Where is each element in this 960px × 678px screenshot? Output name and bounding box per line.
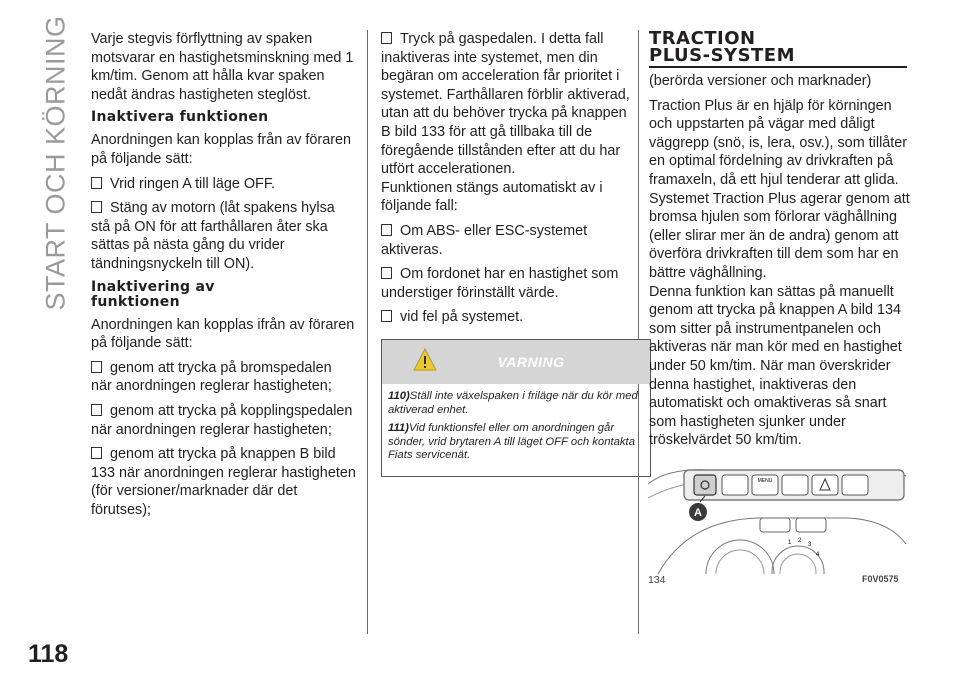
figure-code: F0V0575 [862,574,899,584]
paragraph: Anordningen kan kopplas från av föraren på följande sätt: [91,132,352,167]
list-item: vid fel på systemet. [381,308,631,327]
svg-text:2: 2 [798,538,802,544]
paragraph: Anordningen kan kopplas ifrån av föraren på följande sätt: [91,316,355,352]
paragraph: Denna funktion kan sättas på manuellt genom att trycka på knappen A bild 134 som sitter på instrumentpanelen och aktiveras när man kör med en hastighet under 50 km/tim. När man överskrider denna hastighet, inaktiveras den automatiskt och omaktiveras så snart som hastigheten sjunker under tröskelvärdet 50 km/tim. [649,283,902,449]
title-underline [649,66,907,68]
checkbox-bullet-icon [381,32,392,44]
column-divider [367,30,368,634]
intro-paragraph: Varje stegvis förflyttning av spaken motsvarar en hastighetsminskning med 1 km/tim. Genom att hålla kvar spaken nedåt ändras hastigheten steglöst. [91,31,354,103]
warning-title: VARNING [497,353,565,370]
page-number: 118 [28,640,69,668]
checkbox-bullet-icon [91,201,102,213]
heading-inaktivering: Inaktivering av funktionen [91,278,215,310]
checkbox-bullet-icon [381,310,392,322]
section-title-traction: TRACTION PLUS-SYSTEM [649,28,796,66]
column-3 [649,30,911,456]
checkbox-bullet-icon [91,447,102,459]
checkbox-bullet-icon [381,267,392,279]
list-item: Vrid ringen A till läge OFF. [91,175,356,194]
warning-note: 110)Ställ inte växelspaken i friläge när du kör med aktiverad enhet. [388,389,638,416]
dashboard-illustration [648,464,908,574]
list-item: genom att trycka på bromspedalen när anordningen reglerar hastigheten; [91,359,332,395]
figure-number: 134 [648,574,666,586]
checkbox-bullet-icon [381,224,392,236]
list-item: Om fordonet har en hastighet som understiger förinställt värde. [381,266,619,301]
svg-text:3: 3 [808,542,812,548]
list-item: genom att trycka på knappen B bild 133 när anordningen reglerar hastigheten (för versioner/marknader där det förutses); [91,446,356,518]
warning-body [382,384,650,476]
heading-inaktivera: Inaktivera funktionen [91,109,269,126]
column-divider [638,30,639,634]
checkbox-bullet-icon [91,361,102,373]
list-item: Stäng av motorn (låt spakens hylsa stå på ON för att farthållaren åter ska sättas på nästa gång du vrider tändningsnyckeln till ON). [91,200,335,272]
svg-text:A: A [694,507,702,519]
list-item: Om ABS- eller ESC-systemet aktiveras. [381,222,588,258]
figure-dashboard-buttons [648,464,908,584]
subtitle: (berörda versioner och marknader) [649,73,872,89]
section-title-vertical: START OCH KÖRNING [40,15,71,311]
warning-note: 111)Vid funktionsfel eller om anordningen går sönder, vrid brytaren A till läget OFF och kontakta Fiats servicenät. [388,422,635,462]
checkbox-bullet-icon [91,404,102,416]
column-1 [91,30,356,525]
paragraph: Funktionen stängs automatiskt av i följande fall: [381,179,603,215]
traction-plus-button [694,475,716,495]
column-2 [381,30,638,477]
warning-box [381,339,651,477]
list-item: Tryck på gaspedalen. I detta fall inaktiveras inte systemet, men din begäran om acceleration får prioritet i systemet. Farthållaren förblir aktiverad, utan att du behöver trycka på knappen B bild 133 för att gå tillbaka till de föregående tillstånden efter att du har utfört accelerationen. [381,31,630,178]
list-item: genom att trycka på kopplingspedalen när anordningen reglerar hastigheten; [91,402,353,438]
svg-text:4: 4 [816,552,820,558]
warning-header [382,340,650,384]
paragraph: Traction Plus är en hjälp för körningen och uppstarten på vägar med dåligt väggrepp (snö, is, lera, osv.), som tillåter en optimal fördelning av drivkraften på framaxeln, då ett hjul tenderar att glida. [649,97,908,188]
svg-text:1: 1 [788,540,792,546]
checkbox-bullet-icon [91,177,102,189]
paragraph: Systemet Traction Plus agerar genom att bromsa hjulen som förlorar väghållning (eller slirar mer än de andra) genom att överföra drivkraften till dem som har en bättre väghållning. [649,190,910,281]
svg-text:MENU: MENU [757,478,773,484]
